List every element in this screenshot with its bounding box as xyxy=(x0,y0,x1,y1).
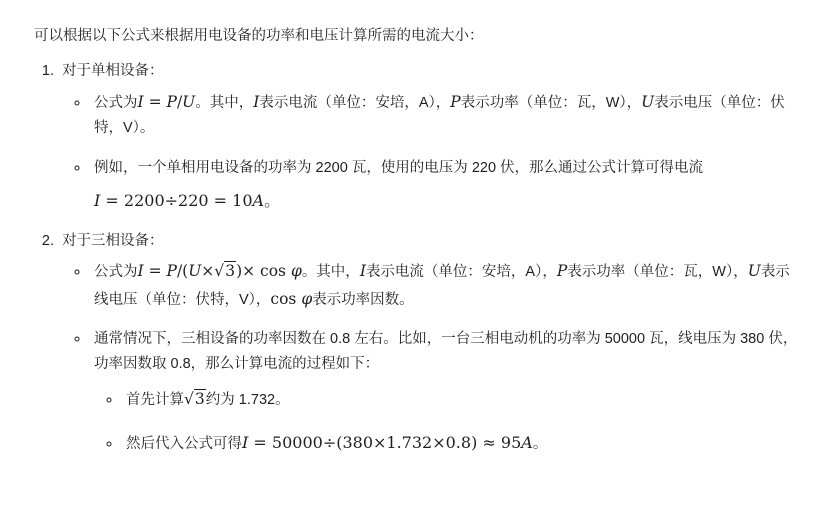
text-fragment: 表示电流（单位：安培，A）， xyxy=(259,94,451,111)
text-fragment: 例如，一个单相用电设备的功率为 2200 瓦，使用的电压为 220 伏，那么通过公式计算可得电流 xyxy=(94,159,704,176)
text-fragment: 表示功率（单位：瓦，W）， xyxy=(567,264,748,281)
text-fragment-period: 。 xyxy=(264,190,281,210)
math-example-three-phase: I = 50000÷(380×1.732×0.8) ≈ 95A xyxy=(242,433,533,453)
list-item-single-phase-formula xyxy=(90,89,801,142)
text-fragment: 约为 1.732。 xyxy=(205,391,290,408)
text-fragment: 。其中， xyxy=(195,94,254,111)
text-fragment: 公式为 xyxy=(94,94,138,111)
text-fragment: 表示功率因数。 xyxy=(312,291,414,308)
math-symbol-power-factor: cos φ xyxy=(270,289,313,308)
single-phase-detail-list xyxy=(62,89,801,215)
list-item-three-phase-formula xyxy=(90,258,801,313)
math-example-single-phase: I = 2200÷220 = 10A。 xyxy=(94,190,281,210)
math-formula-single-phase: I = P/U xyxy=(137,92,196,111)
text-fragment: 表示电压（单位：伏特，V）。 xyxy=(94,94,785,137)
math-symbol-current: I xyxy=(253,92,260,111)
section-heading-single-phase: 1. 对于单相设备： xyxy=(62,63,164,80)
three-phase-calc-steps xyxy=(94,386,801,458)
text-fragment: 公式为 xyxy=(94,264,138,281)
text-fragment: 。其中， xyxy=(301,264,360,281)
text-fragment: 表示电流（单位：安培，A）， xyxy=(365,264,557,281)
math-symbol-voltage: U xyxy=(641,92,655,111)
list-item-three-phase-example xyxy=(90,327,801,458)
text-fragment: 表示线电压（单位：伏特，V）， xyxy=(94,264,790,308)
three-phase-detail-list xyxy=(62,258,801,457)
math-symbol-power: P xyxy=(450,92,461,111)
math-symbol-power: P xyxy=(556,262,568,281)
intro-paragraph: 可以根据以下公式来根据用电设备的功率和电压计算所需的电流大小： xyxy=(34,28,484,44)
math-symbol-current: I xyxy=(359,262,366,281)
list-item-step-sqrt3 xyxy=(122,386,801,413)
list-item-three-phase xyxy=(58,229,801,458)
math-sqrt-three: √3 xyxy=(184,389,205,408)
math-formula-three-phase: I = P/(U×√3)× cos φ xyxy=(137,262,302,281)
list-item-single-phase-example xyxy=(90,156,801,215)
formula-list xyxy=(34,59,801,457)
text-fragment: 通常情况下，三相设备的功率因数在 0.8 左右。比如，一台三相电动机的功率为 50000 瓦，线电压为 380 伏，功率因数取 0.8，那么计算电流的过程如下： xyxy=(94,331,798,373)
math-symbol-voltage: U xyxy=(747,262,761,281)
list-item-single-phase xyxy=(58,59,801,215)
text-fragment: 然后代入公式可得 xyxy=(126,436,242,453)
text-fragment: 首先计算 xyxy=(126,391,184,408)
text-fragment: 。 xyxy=(532,436,548,453)
section-heading-three-phase: 2. 对于三相设备： xyxy=(62,232,164,249)
text-fragment: 表示功率（单位：瓦，W）， xyxy=(460,94,642,111)
list-item-step-result xyxy=(122,429,801,457)
